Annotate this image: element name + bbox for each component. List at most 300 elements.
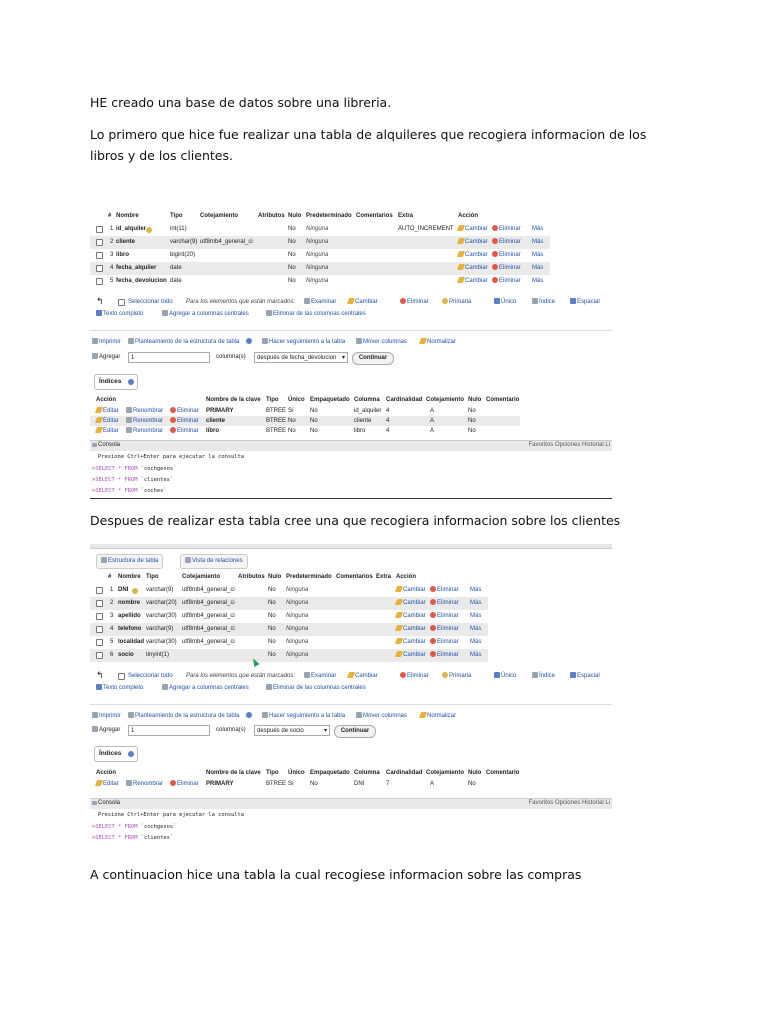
bulk-0-button[interactable]: Examinar xyxy=(311,673,337,679)
bulk-2-button[interactable]: Eliminar xyxy=(407,299,429,305)
editar-link[interactable]: Editar xyxy=(103,781,119,787)
pencil-icon xyxy=(347,672,355,678)
column-null: No xyxy=(288,278,296,284)
column-header: # xyxy=(108,213,112,219)
help-icon[interactable] xyxy=(128,379,134,385)
column-header: Cotejamiento xyxy=(182,574,221,580)
column-type: varchar(30) xyxy=(146,639,177,645)
eliminar-link[interactable]: Eliminar xyxy=(437,587,459,593)
paragraph-intro: HE creado una base de datos sobre una libreria. xyxy=(90,95,392,110)
column-header: Predeterminado xyxy=(286,574,332,580)
row-number: 3 xyxy=(110,613,114,619)
add-columns-row xyxy=(90,351,612,365)
row-checkbox[interactable] xyxy=(96,239,103,246)
row-checkbox[interactable] xyxy=(96,652,103,659)
mas-link[interactable]: Más xyxy=(470,613,482,619)
cambiar-link[interactable]: Cambiar xyxy=(403,652,426,658)
cambiar-action xyxy=(396,636,426,649)
bulk-action xyxy=(532,296,555,309)
imprimir-link[interactable]: Imprimir xyxy=(99,713,121,719)
paragraph-clientes: Despues de realizar esta tabla cree una que recogiera informacion sobre los clientes xyxy=(90,513,621,528)
row-number: 1 xyxy=(110,226,114,232)
mas-link[interactable]: Más xyxy=(532,239,544,245)
delete-action xyxy=(170,416,199,426)
position-select[interactable]: después de socio ▾ xyxy=(254,725,330,736)
cambiar-action xyxy=(396,623,426,636)
eliminar-link[interactable]: Eliminar xyxy=(437,639,459,645)
eliminar-link[interactable]: Eliminar xyxy=(499,278,521,284)
columns-remove-icon xyxy=(266,684,272,690)
select-all-checkbox[interactable] xyxy=(118,673,125,680)
bulk-5-button[interactable]: Índice xyxy=(539,299,556,305)
sql-table: `cochgesos` xyxy=(137,824,177,830)
column-default: Ninguna xyxy=(306,226,329,232)
delete-icon xyxy=(430,586,436,592)
cambiar-link[interactable]: Cambiar xyxy=(403,639,426,645)
console-query-line xyxy=(92,464,176,474)
delete-icon xyxy=(430,638,436,644)
select-all-link[interactable]: Seleccionar todo xyxy=(128,673,173,679)
key-icon xyxy=(442,672,448,678)
edit-action xyxy=(96,416,119,426)
delete-icon xyxy=(492,225,498,231)
tab-relaciones[interactable]: Vista de relaciones xyxy=(192,558,243,564)
mas-link[interactable]: Más xyxy=(470,652,482,658)
column-default: Ninguna xyxy=(286,626,309,632)
mas-link[interactable]: Más xyxy=(532,226,544,232)
imprimir-link[interactable]: Imprimir xyxy=(99,339,121,345)
agregar-columnas-link[interactable]: Agregar a columnas centrales xyxy=(169,685,249,691)
continuar-button[interactable]: Continuar xyxy=(334,725,376,738)
column-header: Nulo xyxy=(268,574,282,580)
position-select[interactable]: después de fecha_devolucion ▾ xyxy=(254,352,348,363)
index-column-header: Cardinalidad xyxy=(386,397,423,403)
column-null: No xyxy=(288,265,296,271)
help-icon[interactable] xyxy=(128,751,134,757)
spatial-icon xyxy=(570,298,576,304)
row-checkbox[interactable] xyxy=(96,226,103,233)
index-row xyxy=(90,779,520,789)
divider xyxy=(90,330,612,331)
mas-link[interactable]: Más xyxy=(532,252,544,258)
sql-keyword: SELECT * FROM xyxy=(95,466,138,472)
eliminar-columnas-link[interactable]: Eliminar de las columnas centrales xyxy=(273,685,366,691)
move-columns-icon xyxy=(356,712,362,718)
normalize-icon xyxy=(419,712,427,718)
column-null: No xyxy=(268,652,276,658)
delete-icon xyxy=(430,625,436,631)
index-column-header: Tipo xyxy=(266,397,279,403)
index-key: cliente xyxy=(206,418,226,424)
bulk-1-button[interactable]: Cambiar xyxy=(355,673,378,679)
column-header: Atributos xyxy=(238,574,265,580)
index-column-header: Acción xyxy=(96,397,117,403)
primary-key-icon xyxy=(132,588,138,594)
pencil-icon xyxy=(457,225,465,231)
table-row xyxy=(90,275,550,288)
table-row xyxy=(90,597,488,610)
eliminar-link[interactable]: Eliminar xyxy=(177,781,199,787)
console-icon xyxy=(92,801,97,805)
cambiar-action xyxy=(396,649,426,662)
index-coll: A xyxy=(430,428,435,434)
column-header: Extra xyxy=(376,574,392,580)
pencil-icon xyxy=(457,251,465,257)
index-col: cliente xyxy=(354,418,372,424)
index-key: PRIMARY xyxy=(206,781,234,787)
column-type: varchar(9) xyxy=(146,587,174,593)
column-header: Atributos xyxy=(258,213,285,219)
row-checkbox[interactable] xyxy=(96,626,103,633)
column-header: Nulo xyxy=(288,213,302,219)
column-collation: utf8mb4_general_ci xyxy=(182,639,235,645)
normalizar-link[interactable]: Normalizar xyxy=(427,339,457,345)
select-all-checkbox[interactable] xyxy=(118,299,125,306)
renombrar-link[interactable]: Renombrar xyxy=(133,428,164,434)
column-name: telefono xyxy=(118,626,142,632)
eliminar-link[interactable]: Eliminar xyxy=(499,252,521,258)
cambiar-action xyxy=(396,597,426,610)
bulk-6-button[interactable]: Espacial xyxy=(577,299,600,305)
row-checkbox[interactable] xyxy=(96,252,103,259)
column-type: varchar(9) xyxy=(170,239,198,245)
marked-label: Para los elementos que están marcados: xyxy=(186,299,296,305)
table-row xyxy=(90,636,488,649)
bulk-2-button[interactable]: Eliminar xyxy=(407,673,429,679)
mover-columnas-link[interactable]: Mover columnas xyxy=(363,339,408,345)
column-header: Acción xyxy=(396,574,417,580)
index-col: id_alquiler xyxy=(354,408,382,414)
delete-icon xyxy=(400,672,406,678)
bulk-5-button[interactable]: Índice xyxy=(539,673,556,679)
column-name: nombre xyxy=(118,600,141,606)
eliminar-link[interactable]: Eliminar xyxy=(437,626,459,632)
planteamiento-link[interactable]: Planteamiento de la estructura de tabla xyxy=(135,339,240,345)
pencil-icon xyxy=(95,417,103,423)
table-tools-row xyxy=(90,336,612,349)
eliminar-link[interactable]: Eliminar xyxy=(177,418,199,424)
mas-link[interactable]: Más xyxy=(470,626,482,632)
pencil-icon xyxy=(95,427,103,433)
row-checkbox[interactable] xyxy=(96,278,103,285)
indices-legend: Índices xyxy=(94,374,138,390)
seguimiento-link[interactable]: Hacer seguimiento a la tabla xyxy=(269,713,346,719)
structure-icon xyxy=(101,557,107,563)
bulk-action xyxy=(570,296,600,309)
top-bar xyxy=(90,544,612,549)
editar-link[interactable]: Editar xyxy=(103,418,119,424)
tab-estructura[interactable]: Estructura de tabla xyxy=(108,558,159,564)
index-unique: Sí xyxy=(288,408,294,414)
mas-link[interactable]: Más xyxy=(532,265,544,271)
column-header: Tipo xyxy=(170,213,183,219)
sql-keyword: SELECT * FROM xyxy=(95,477,138,483)
bulk-4-button[interactable]: Único xyxy=(501,673,517,679)
add-columns-row xyxy=(90,724,612,738)
eliminar-link[interactable]: Eliminar xyxy=(437,613,459,619)
index-packed: No xyxy=(310,428,318,434)
cambiar-link[interactable]: Cambiar xyxy=(465,226,488,232)
bulk-actions-bar xyxy=(90,296,612,326)
row-checkbox[interactable] xyxy=(96,613,103,620)
cambiar-action xyxy=(458,275,488,288)
paragraph-alquileres: Lo primero que hice fue realizar una tabla de alquileres que recogiera informacion de los libros y de los clientes. xyxy=(90,127,647,163)
index-type: BTREE xyxy=(266,408,287,414)
unique-icon xyxy=(494,672,500,678)
index-column-header: Nombre de la clave xyxy=(206,397,261,403)
row-number: 4 xyxy=(110,626,114,632)
mover-columnas-link[interactable]: Mover columnas xyxy=(363,713,408,719)
bulk-3-button[interactable]: Primaria xyxy=(449,299,472,305)
console-icon xyxy=(92,443,97,447)
editar-link[interactable]: Editar xyxy=(103,428,119,434)
delete-action xyxy=(170,426,199,436)
delete-icon xyxy=(430,612,436,618)
browse-icon xyxy=(304,298,310,304)
columnas-label: columna(s) xyxy=(216,354,246,360)
index-card: 4 xyxy=(386,408,390,414)
delete-icon xyxy=(430,651,436,657)
index-column-header: Único xyxy=(288,770,305,776)
cambiar-link[interactable]: Cambiar xyxy=(465,239,488,245)
marked-label: Para los elementos que están marcados: xyxy=(186,673,296,679)
renombrar-link[interactable]: Renombrar xyxy=(133,781,164,787)
texto-completo-link[interactable]: Texto completo xyxy=(103,685,144,691)
column-header: Cotejamiento xyxy=(200,213,239,219)
eliminar-action xyxy=(492,249,521,262)
column-null: No xyxy=(268,600,276,606)
cambiar-link[interactable]: Cambiar xyxy=(403,626,426,632)
bulk-action xyxy=(400,296,429,309)
eliminar-columnas-link[interactable]: Eliminar de las columnas centrales xyxy=(273,311,366,317)
eliminar-action xyxy=(492,223,521,236)
bulk-action xyxy=(442,296,471,309)
table-row xyxy=(90,249,550,262)
column-null: No xyxy=(268,613,276,619)
index-key: libro xyxy=(206,428,219,434)
index-column-header: Nulo xyxy=(468,397,482,403)
column-collation: utf8mb4_general_ci xyxy=(200,239,253,245)
console-bar[interactable]: Consola Favoritos Opciones Historial Li xyxy=(90,440,612,451)
eliminar-link[interactable]: Eliminar xyxy=(437,652,459,658)
cambiar-action xyxy=(458,223,488,236)
index-card: 4 xyxy=(386,418,390,424)
edit-action xyxy=(96,406,119,416)
planteamiento-link[interactable]: Planteamiento de la estructura de tabla xyxy=(135,713,240,719)
screenshot-alquileres xyxy=(90,208,612,499)
sql-keyword: SELECT * FROM xyxy=(95,824,138,830)
console-query-line xyxy=(92,486,167,496)
table-row xyxy=(90,610,488,623)
rename-action xyxy=(126,406,163,416)
row-checkbox[interactable] xyxy=(96,600,103,607)
bulk-action xyxy=(442,670,471,683)
console-bar[interactable]: Consola Favoritos Opciones Historial Li xyxy=(90,798,612,809)
column-collation: utf8mb4_general_ci xyxy=(182,587,235,593)
index-column-header: Empaquetado xyxy=(310,397,350,403)
column-name: libro xyxy=(116,252,129,258)
tracking-icon xyxy=(262,338,268,344)
eliminar-action xyxy=(492,236,521,249)
rename-action xyxy=(126,426,163,436)
index-coll: A xyxy=(430,408,435,414)
eliminar-link[interactable]: Eliminar xyxy=(177,428,199,434)
cambiar-link[interactable]: Cambiar xyxy=(465,265,488,271)
cambiar-link[interactable]: Cambiar xyxy=(403,587,426,593)
index-coll: A xyxy=(430,781,435,787)
row-number: 2 xyxy=(110,239,114,245)
pencil-icon xyxy=(395,599,403,605)
delete-action xyxy=(170,779,199,789)
divider xyxy=(90,704,612,705)
normalizar-link[interactable]: Normalizar xyxy=(427,713,457,719)
bulk-4-button[interactable]: Único xyxy=(501,299,517,305)
help-icon[interactable] xyxy=(246,712,252,718)
delete-icon xyxy=(492,238,498,244)
console-output xyxy=(90,810,612,856)
bulk-6-button[interactable]: Espacial xyxy=(577,673,600,679)
row-checkbox[interactable] xyxy=(96,587,103,594)
column-default: Ninguna xyxy=(306,265,329,271)
row-number: 2 xyxy=(110,600,114,606)
pencil-icon xyxy=(395,625,403,631)
sql-table: `clientes` xyxy=(137,477,174,483)
structure-plan-icon xyxy=(128,338,134,344)
console-options[interactable]: Favoritos Opciones Historial Li xyxy=(528,800,610,806)
pencil-icon xyxy=(395,638,403,644)
row-number: 6 xyxy=(110,652,114,658)
continuar-button[interactable]: Continuar xyxy=(352,352,394,365)
index-column-header: Comentario xyxy=(486,397,520,403)
column-name: fecha_alquiler xyxy=(116,265,157,271)
delete-icon xyxy=(492,277,498,283)
index-packed: No xyxy=(310,408,318,414)
arrow-up-left-icon: ↰ xyxy=(96,670,104,680)
cambiar-link[interactable]: Cambiar xyxy=(403,613,426,619)
cambiar-action xyxy=(458,262,488,275)
column-collation: utf8mb4_general_ci xyxy=(182,626,235,632)
mas-link[interactable]: Más xyxy=(470,587,482,593)
rename-action xyxy=(126,416,163,426)
console-options[interactable]: Favoritos Opciones Historial Li xyxy=(528,442,610,448)
column-default: Ninguna xyxy=(306,278,329,284)
eliminar-link[interactable]: Eliminar xyxy=(177,408,199,414)
prompt-icon: > xyxy=(92,835,96,841)
table-row xyxy=(90,262,550,275)
column-type: varchar(20) xyxy=(146,600,177,606)
index-icon xyxy=(532,298,538,304)
edit-action xyxy=(96,779,119,789)
mas-link[interactable]: Más xyxy=(470,600,482,606)
chevron-down-icon: ▾ xyxy=(323,728,327,734)
delete-icon xyxy=(170,417,176,423)
row-number: 4 xyxy=(110,265,114,271)
column-type: int(11) xyxy=(170,226,187,232)
add-column-icon xyxy=(92,353,98,359)
eliminar-link[interactable]: Eliminar xyxy=(499,226,521,232)
console-output xyxy=(90,452,612,498)
renombrar-link[interactable]: Renombrar xyxy=(133,408,164,414)
row-checkbox[interactable] xyxy=(96,265,103,272)
eliminar-link[interactable]: Eliminar xyxy=(437,600,459,606)
column-name: localidad xyxy=(118,639,145,645)
column-type: date xyxy=(170,265,182,271)
column-default: Ninguna xyxy=(286,587,309,593)
help-icon[interactable] xyxy=(246,338,252,344)
prompt-icon: > xyxy=(92,477,96,483)
column-null: No xyxy=(288,252,296,258)
eliminar-action xyxy=(430,597,459,610)
index-row xyxy=(90,426,520,436)
index-column-header: Columna xyxy=(354,770,380,776)
console-query-line xyxy=(92,822,176,832)
prompt-icon: > xyxy=(92,466,96,472)
eliminar-link[interactable]: Eliminar xyxy=(499,239,521,245)
editar-link[interactable]: Editar xyxy=(103,408,119,414)
renombrar-link[interactable]: Renombrar xyxy=(133,418,164,424)
index-nulo: No xyxy=(468,781,476,787)
pencil-icon xyxy=(395,586,403,592)
index-column-header: Único xyxy=(288,397,305,403)
structure-plan-icon xyxy=(128,712,134,718)
mas-link[interactable]: Más xyxy=(470,639,482,645)
add-count-input[interactable]: 1 xyxy=(128,725,210,736)
bulk-0-button[interactable]: Examinar xyxy=(311,299,337,305)
spatial-icon xyxy=(570,672,576,678)
column-null: No xyxy=(288,239,296,245)
column-default: Ninguna xyxy=(286,600,309,606)
agregar-label: Agregar xyxy=(99,727,121,733)
eliminar-action xyxy=(430,623,459,636)
bulk-action xyxy=(400,670,429,683)
add-count-input[interactable]: 1 xyxy=(128,352,210,363)
bulk-3-button[interactable]: Primaria xyxy=(449,673,472,679)
cambiar-link[interactable]: Cambiar xyxy=(403,600,426,606)
table-tools-row xyxy=(90,710,612,723)
bulk-1-button[interactable]: Cambiar xyxy=(355,299,378,305)
row-checkbox[interactable] xyxy=(96,639,103,646)
screenshot-clientes xyxy=(90,544,612,856)
edit-action xyxy=(96,426,119,436)
text-icon xyxy=(96,310,102,316)
cambiar-link[interactable]: Cambiar xyxy=(465,278,488,284)
cambiar-action xyxy=(458,236,488,249)
column-null: No xyxy=(268,587,276,593)
agregar-columnas-link[interactable]: Agregar a columnas centrales xyxy=(169,311,249,317)
cambiar-link[interactable]: Cambiar xyxy=(465,252,488,258)
column-default: Ninguna xyxy=(286,613,309,619)
index-nulo: No xyxy=(468,428,476,434)
table-row xyxy=(90,623,488,636)
column-header: Acción xyxy=(458,213,479,219)
primary-key-icon xyxy=(146,227,152,233)
texto-completo-link[interactable]: Texto completo xyxy=(103,311,144,317)
column-default: Ninguna xyxy=(286,639,309,645)
column-header: Comentarios xyxy=(336,574,373,580)
select-all-link[interactable]: Seleccionar todo xyxy=(128,299,173,305)
column-null: No xyxy=(268,639,276,645)
index-column-header: Nombre de la clave xyxy=(206,770,261,776)
cambiar-action xyxy=(396,610,426,623)
seguimiento-link[interactable]: Hacer seguimiento a la tabla xyxy=(269,339,346,345)
bulk-actions-bar xyxy=(90,670,612,700)
eliminar-link[interactable]: Eliminar xyxy=(499,265,521,271)
delete-icon xyxy=(170,427,176,433)
cambiar-action xyxy=(396,584,426,597)
eliminar-action xyxy=(492,262,521,275)
mas-link[interactable]: Más xyxy=(532,278,544,284)
console-hint: Presione Ctrl+Enter para ejecutar la consulta xyxy=(98,812,245,818)
